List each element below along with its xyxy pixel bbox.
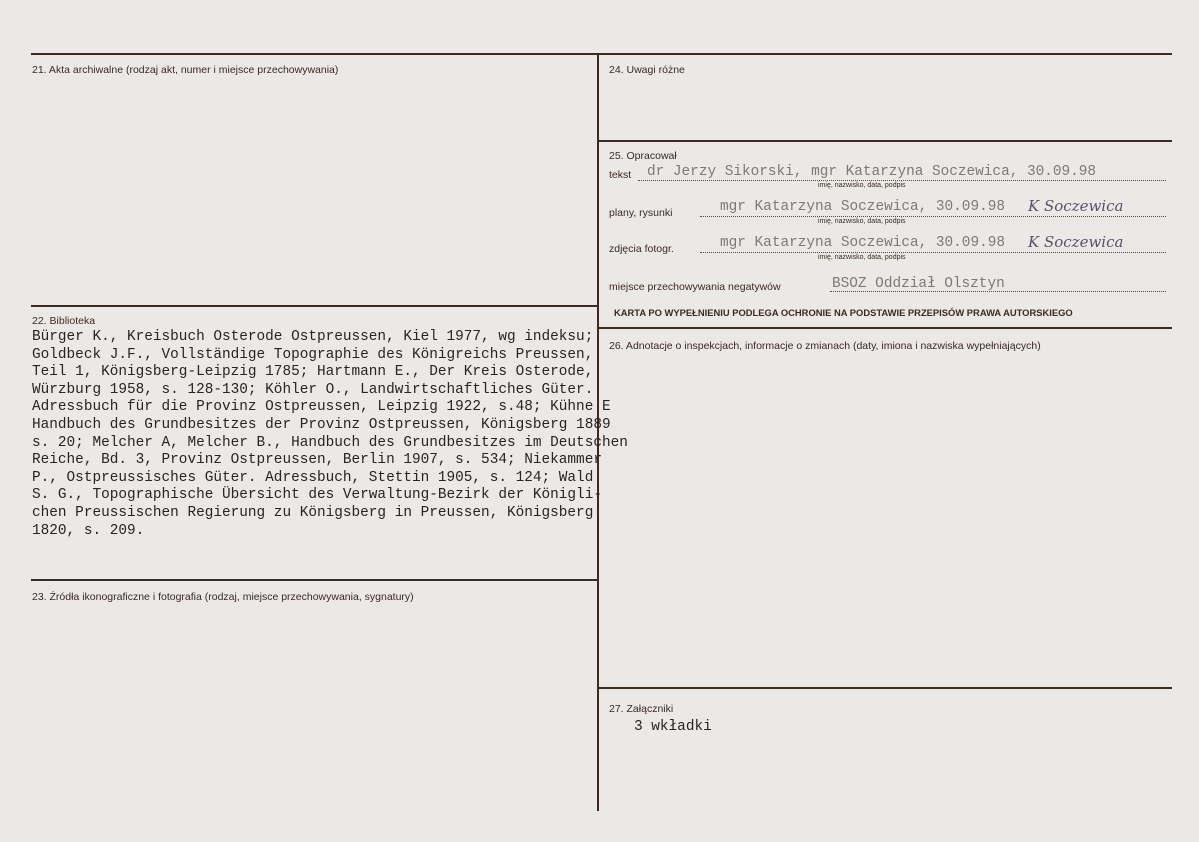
bibliography-line: Handbuch des Grundbesitzes der Provinz Ostpreussen, Königsberg 1889 <box>32 416 611 433</box>
zdjecia-value: mgr Katarzyna Soczewica, 30.09.98 <box>720 235 1005 251</box>
bibliography-line: 1820, s. 209. <box>32 522 145 539</box>
tekst-value: dr Jerzy Sikorski, mgr Katarzyna Soczewica, 30.09.98 <box>647 164 1097 180</box>
bibliography-line: Bürger K., Kreisbuch Osterode Ostpreussen, Kiel 1977, wg indeksu; <box>32 329 594 345</box>
tekst-dotted-line <box>638 180 1166 181</box>
right-divider-25-26 <box>599 327 1172 329</box>
plany-label: plany, rysunki <box>609 207 673 219</box>
bibliography-text <box>32 329 628 540</box>
section-27-label: 27. Załączniki <box>609 703 674 715</box>
section-21-label: 21. Akta archiwalne (rodzaj akt, numer i miejsce przechowywania) <box>32 64 339 76</box>
plany-value: mgr Katarzyna Soczewica, 30.09.98 <box>720 199 1005 215</box>
negatywy-value: BSOZ Oddział Olsztyn <box>832 276 1005 292</box>
right-divider-24-25 <box>599 140 1172 142</box>
bibliography-line: P., Ostpreussisches Güter. Adressbuch, Stettin 1905, s. 124; Wald <box>32 469 594 486</box>
plany-caption: imię, nazwisko, data, podpis <box>818 218 906 225</box>
bibliography-line: chen Preussischen Regierung zu Königsberg in Preussen, Königsberg <box>32 504 594 521</box>
bibliography-line: Adressbuch für die Provinz Ostpreussen, Leipzig 1922, s.48; Kühne E <box>32 399 611 416</box>
negatywy-dotted-line <box>830 291 1166 292</box>
bibliography-line: S. G., Topographische Übersicht des Verwaltung-Bezirk der Königli- <box>32 487 602 504</box>
copyright-notice: KARTA PO WYPEŁNIENIU PODLEGA OCHRONIE NA PODSTAWIE PRZEPISÓW PRAWA AUTORSKIEGO <box>614 307 1073 318</box>
bibliography-line: Teil 1, Königsberg-Leipzig 1785; Hartmann E., Der Kreis Osterode, <box>32 364 594 381</box>
zdjecia-signature: K Soczewica <box>1028 233 1124 251</box>
attachments-value: 3 wkładki <box>634 719 712 735</box>
bibliography-line: Reiche, Bd. 3, Provinz Ostpreussen, Berlin 1907, s. 534; Niekammer <box>32 452 602 469</box>
section-22-label: 22. Biblioteka <box>32 315 96 327</box>
top-border <box>31 53 1172 55</box>
left-divider-22-23 <box>31 579 597 581</box>
bibliography-line: s. 20; Melcher A, Melcher B., Handbuch des Grundbesitzes im Deutschen <box>32 434 628 451</box>
tekst-label: tekst <box>609 169 632 181</box>
zdjecia-dotted-line <box>700 252 1166 253</box>
zdjecia-caption: imię, nazwisko, data, podpis <box>818 254 906 261</box>
plany-dotted-line <box>700 216 1166 217</box>
section-23-label: 23. Źródła ikonograficzne i fotografia (rodzaj, miejsce przechowywania, sygnatury) <box>32 591 414 603</box>
plany-signature: K Soczewica <box>1028 197 1124 215</box>
bibliography-line: Goldbeck J.F., Vollständige Topographie des Königreichs Preussen, <box>32 346 594 363</box>
left-divider-21-22 <box>31 305 597 307</box>
zdjecia-label: zdjęcia fotogr. <box>609 243 674 255</box>
right-divider-26-27 <box>599 687 1172 689</box>
tekst-caption: imię, nazwisko, data, podpis <box>818 182 906 189</box>
bibliography-line: Würzburg 1958, s. 128-130; Köhler O., Landwirtschaftliches Güter. <box>32 381 594 398</box>
section-26-label: 26. Adnotacje o inspekcjach, informacje o zmianach (daty, imiona i nazwiska wypełniających) <box>609 340 1041 352</box>
section-25-label: 25. Opracował <box>609 150 677 162</box>
section-24-label: 24. Uwagi różne <box>609 64 685 76</box>
negatywy-label: miejsce przechowywania negatywów <box>609 281 781 293</box>
